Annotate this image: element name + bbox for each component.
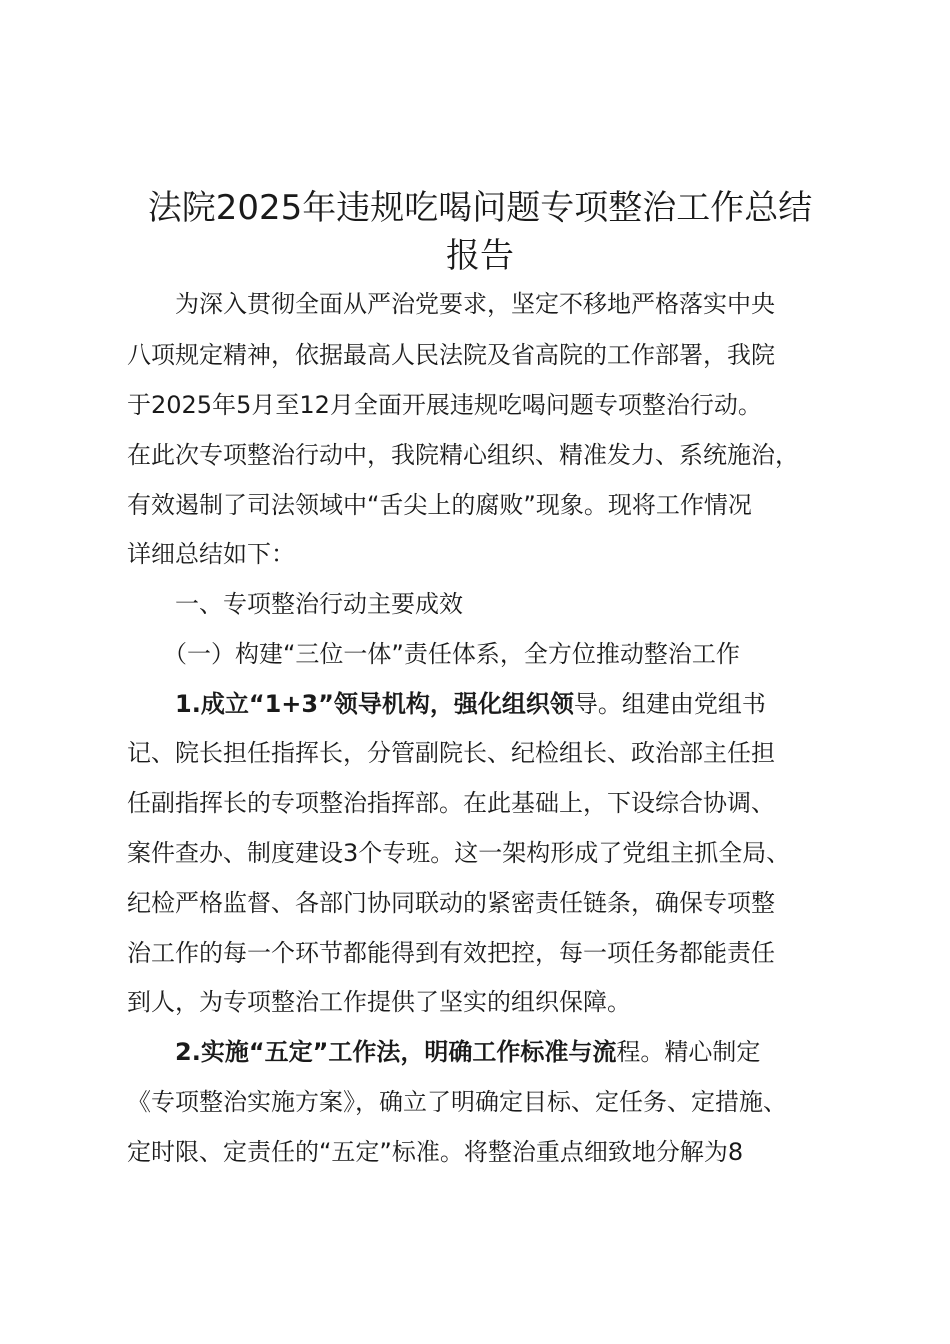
document-title-line-2: 报告 (446, 236, 514, 276)
item-1-line-2: 记、院长担任指挥长，分管副院长、纪检组长、政治部主任担 (127, 739, 775, 767)
item-2-line-3: 定时限、定责任的“五定”标准。将整治重点细致地分解为8 (127, 1138, 744, 1166)
item-2-line-2: 《专项整治实施方案》，确立了明确定目标、定任务、定措施、 (127, 1088, 787, 1116)
item-1-line-5: 纪检严格监督、各部门协同联动的紧密责任链条，确保专项整 (127, 889, 775, 917)
intro-line-2: 八项规定精神，依据最高人民法院及省高院的工作部署，我院 (127, 341, 775, 369)
item-1-line-7: 到人，为专项整治工作提供了坚实的组织保障。 (127, 988, 631, 1016)
item-1-line-4: 案件查办、制度建设3个专班。这一架构形成了党组主抓全局、 (127, 839, 791, 867)
intro-line-6: 详细总结如下： (127, 540, 295, 568)
item-2-bold-heading: 2.实施“五定”工作法，明确工作标准与流 (127, 1038, 617, 1066)
intro-line-4: 在此次专项整治行动中，我院精心组织、精准发力、系统施治， (127, 441, 799, 469)
document-title-line-1: 法院2025年违规吃喝问题专项整治工作总结 (147, 188, 813, 228)
section-heading-1: 一、专项整治行动主要成效 (127, 590, 463, 618)
item-1-line-6: 治工作的每一个环节都能得到有效把控，每一项任务都能责任 (127, 939, 775, 967)
subsection-heading-1: （一）构建“三位一体”责任体系，全方位推动整治工作 (127, 640, 740, 668)
item-1-line-3: 任副指挥长的专项整治指挥部。在此基础上，下设综合协调、 (127, 789, 775, 817)
intro-line-1: 为深入贯彻全面从严治党要求，坚定不移地严格落实中央 (127, 290, 775, 318)
intro-line-3: 于2025年5月至12月全面开展违规吃喝问题专项整治行动。 (127, 391, 762, 419)
item-2-heading-line (127, 1036, 857, 1068)
item-1-heading-line (127, 688, 857, 720)
intro-line-5: 有效遏制了司法领域中“舌尖上的腐败”现象。现将工作情况 (127, 491, 752, 519)
item-1-bold-heading: 1.成立“1+3”领导机构，强化组织领 (127, 690, 574, 718)
item-1-heading-rest: 导。组建由党组书 (573, 690, 766, 718)
item-2-heading-rest: 程。精心制定 (616, 1038, 761, 1066)
